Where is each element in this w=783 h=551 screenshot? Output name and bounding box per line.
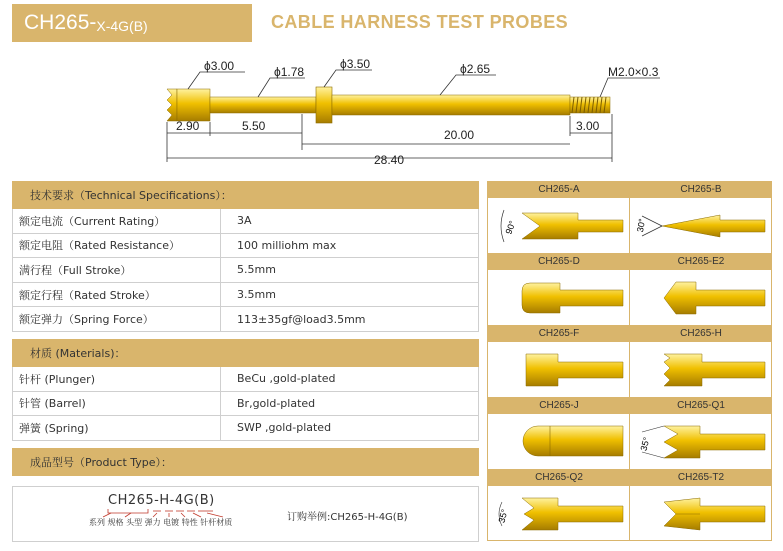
tip-label: CH265-D xyxy=(488,253,630,270)
spec-label: 额定电流（Current Rating） xyxy=(13,209,221,233)
tip-label: CH265-J xyxy=(488,397,630,414)
tip-card-h xyxy=(630,325,772,397)
tip-card-a xyxy=(488,181,630,253)
tip-angle: 35° xyxy=(496,508,510,524)
material-label: 针杆 (Plunger) xyxy=(13,367,221,391)
model-suffix: X-4G(B) xyxy=(96,17,148,34)
dim-len-plunger: 5.50 xyxy=(242,119,266,133)
product-type-box xyxy=(12,486,479,542)
spec-table xyxy=(12,181,479,476)
probe-head xyxy=(167,89,210,121)
probe-plunger xyxy=(210,97,316,113)
table-row xyxy=(12,392,479,417)
dim-total: 28.40 xyxy=(374,153,405,167)
tip-card-q2 xyxy=(488,469,630,541)
spec-value: 100 milliohm max xyxy=(237,238,337,252)
spec-label: 额定电阻（Rated Resistance） xyxy=(13,234,221,258)
tip-e2-icon xyxy=(630,270,772,325)
probe-drawing xyxy=(0,50,783,170)
tip-label: CH265-B xyxy=(630,181,772,198)
tip-card-d xyxy=(488,253,630,325)
order-example: 订购举例:CH265-H-4G(B) xyxy=(287,512,408,523)
material-value: BeCu ,gold-plated xyxy=(237,372,336,386)
material-value: SWP ,gold-plated xyxy=(237,421,332,435)
tip-label: CH265-E2 xyxy=(630,253,772,270)
spec-value: 3A xyxy=(237,214,252,228)
dim-len-barrel: 20.00 xyxy=(444,128,475,142)
spec-value: 5.5mm xyxy=(237,263,276,277)
code-parts-legend: 系列 规格 头型 弹力 电镀 特性 针杆材质 xyxy=(89,518,233,527)
tip-d-icon xyxy=(488,270,630,325)
probe-thread xyxy=(570,97,610,113)
tip-card-j xyxy=(488,397,630,469)
tip-label: CH265-A xyxy=(488,181,630,198)
tip-t2-icon xyxy=(630,486,772,541)
tip-card-b xyxy=(630,181,772,253)
tip-q1-icon xyxy=(630,414,772,469)
tip-angle: 90° xyxy=(503,219,518,236)
tip-h-icon xyxy=(630,342,772,397)
tip-label: CH265-T2 xyxy=(630,469,772,486)
tip-card-e2 xyxy=(630,253,772,325)
model-main: CH265- xyxy=(24,11,97,34)
dim-barrel-dia: ϕ2.65 xyxy=(460,62,491,76)
table-row xyxy=(12,367,479,392)
tip-card-f xyxy=(488,325,630,397)
tip-f-icon xyxy=(488,342,630,397)
probe-barrel xyxy=(332,95,570,115)
dim-thread: M2.0×0.3 xyxy=(608,65,659,79)
tip-j-icon xyxy=(488,414,630,469)
table-row xyxy=(12,307,479,332)
tip-label: CH265-Q2 xyxy=(488,469,630,486)
spec-label: 额定行程（Rated Stroke） xyxy=(13,283,221,307)
tip-label: CH265-H xyxy=(630,325,772,342)
material-value: Br,gold-plated xyxy=(237,396,316,410)
tip-a-icon xyxy=(488,198,630,253)
tip-styles-grid xyxy=(487,181,772,541)
product-type-heading: 成品型号（Product Type）： xyxy=(12,448,479,476)
tip-b-icon xyxy=(630,198,772,253)
product-code: CH265-H-4G(B) xyxy=(108,493,215,508)
tip-card-t2 xyxy=(630,469,772,541)
tip-angle: 30° xyxy=(635,217,648,233)
table-row xyxy=(12,209,479,234)
dim-head-dia: ϕ3.00 xyxy=(204,59,235,73)
material-label: 针管 (Barrel) xyxy=(13,392,221,416)
dim-plunger-dia: ϕ1.78 xyxy=(274,65,305,79)
dim-ring-dia: ϕ3.50 xyxy=(340,57,371,71)
table-row xyxy=(12,283,479,308)
dim-len-head: 2.90 xyxy=(176,119,200,133)
materials-heading: 材质 (Materials)： xyxy=(12,339,479,367)
table-row xyxy=(12,234,479,259)
tip-label: CH265-F xyxy=(488,325,630,342)
probe-ring xyxy=(316,87,332,123)
tip-card-q1 xyxy=(630,397,772,469)
dim-len-thread: 3.00 xyxy=(576,119,600,133)
model-header xyxy=(12,4,252,42)
spec-value: 113±35gf@load3.5mm xyxy=(237,312,366,326)
tip-q2-icon xyxy=(488,486,630,541)
table-row xyxy=(12,416,479,441)
material-label: 弹簧 (Spring) xyxy=(13,416,221,440)
tip-label: CH265-Q1 xyxy=(630,397,772,414)
spec-label: 额定弹力（Spring Force） xyxy=(13,307,221,331)
spec-heading: 技术要求（Technical Specifications）： xyxy=(12,181,479,209)
page-title: CABLE HARNESS TEST PROBES xyxy=(271,12,569,32)
spec-value: 3.5mm xyxy=(237,288,276,302)
table-row xyxy=(12,258,479,283)
tip-angle: 35° xyxy=(638,436,652,452)
spec-label: 满行程（Full Stroke） xyxy=(13,258,221,282)
